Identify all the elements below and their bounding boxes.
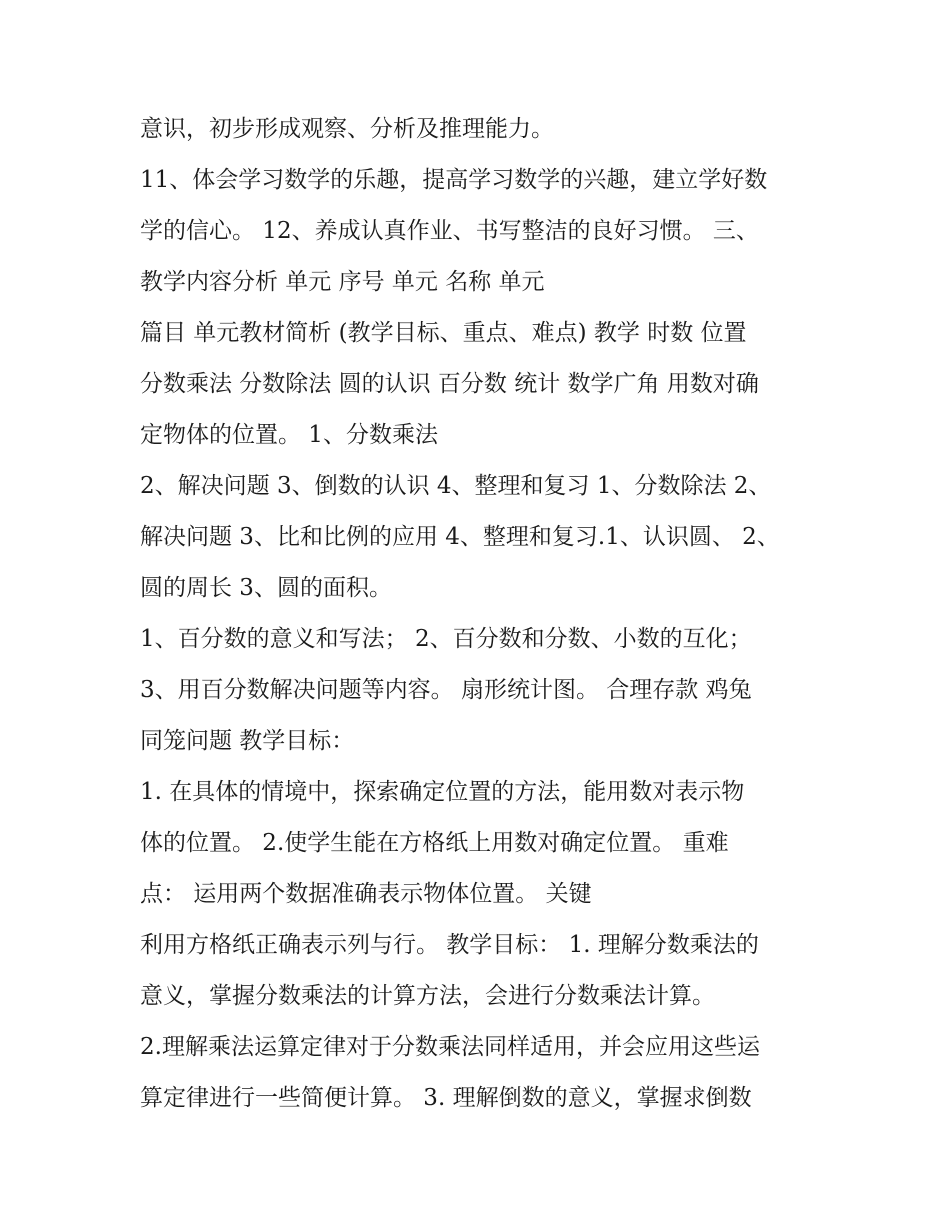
text-line: 利用方格纸正确表示列与行。 教学目标： 1. 理解分数乘法的 — [140, 932, 759, 958]
text-line: 同笼问题 教学目标： — [140, 728, 355, 754]
text-line: 篇目 单元教材简析 (教学目标、重点、难点) 教学 时数 位置 — [140, 320, 747, 346]
document-body — [140, 110, 820, 1130]
text-line: 1、百分数的意义和写法； 2、百分数和分数、小数的互化； — [140, 626, 752, 652]
text-line: 算定律进行一些简便计算。 3. 理解倒数的意义，掌握求倒数 — [140, 1085, 752, 1111]
text-line: 11、体会学习数学的乐趣，提高学习数学的兴趣，建立学好数 — [140, 167, 768, 193]
text-line: 体的位置。 2.使学生能在方格纸上用数对确定位置。 重难 — [140, 830, 729, 856]
text-line: 教学内容分析 单元 序号 单元 名称 单元 — [140, 269, 545, 295]
text-line: 2、解决问题 3、倒数的认识 4、整理和复习 1、分数除法 2、 — [140, 473, 772, 499]
text-line: 意义，掌握分数乘法的计算方法，会进行分数乘法计算。 — [140, 983, 715, 1009]
text-line: 分数乘法 分数除法 圆的认识 百分数 统计 数学广角 用数对确 — [140, 371, 759, 397]
text-line: 2.理解乘法运算定律对于分数乘法同样适用，并会应用这些运 — [140, 1034, 760, 1060]
text-line: 3、用百分数解决问题等内容。 扇形统计图。 合理存款 鸡兔 — [140, 677, 752, 703]
text-line: 1. 在具体的情境中，探索确定位置的方法，能用数对表示物 — [140, 779, 745, 805]
text-line: 圆的周长 3、圆的面积。 — [140, 575, 392, 601]
text-line: 点： 运用两个数据准确表示物体位置。 关键 — [140, 881, 592, 907]
text-line: 解决问题 3、比和比例的应用 4、整理和复习.1、认识圆、 2、 — [140, 524, 780, 550]
text-line: 意识，初步形成观察、分析及推理能力。 — [140, 116, 554, 142]
text-line: 定物体的位置。 1、分数乘法 — [140, 422, 438, 448]
text-line: 学的信心。 12、养成认真作业、书写整洁的良好习惯。 三、 — [140, 218, 759, 244]
